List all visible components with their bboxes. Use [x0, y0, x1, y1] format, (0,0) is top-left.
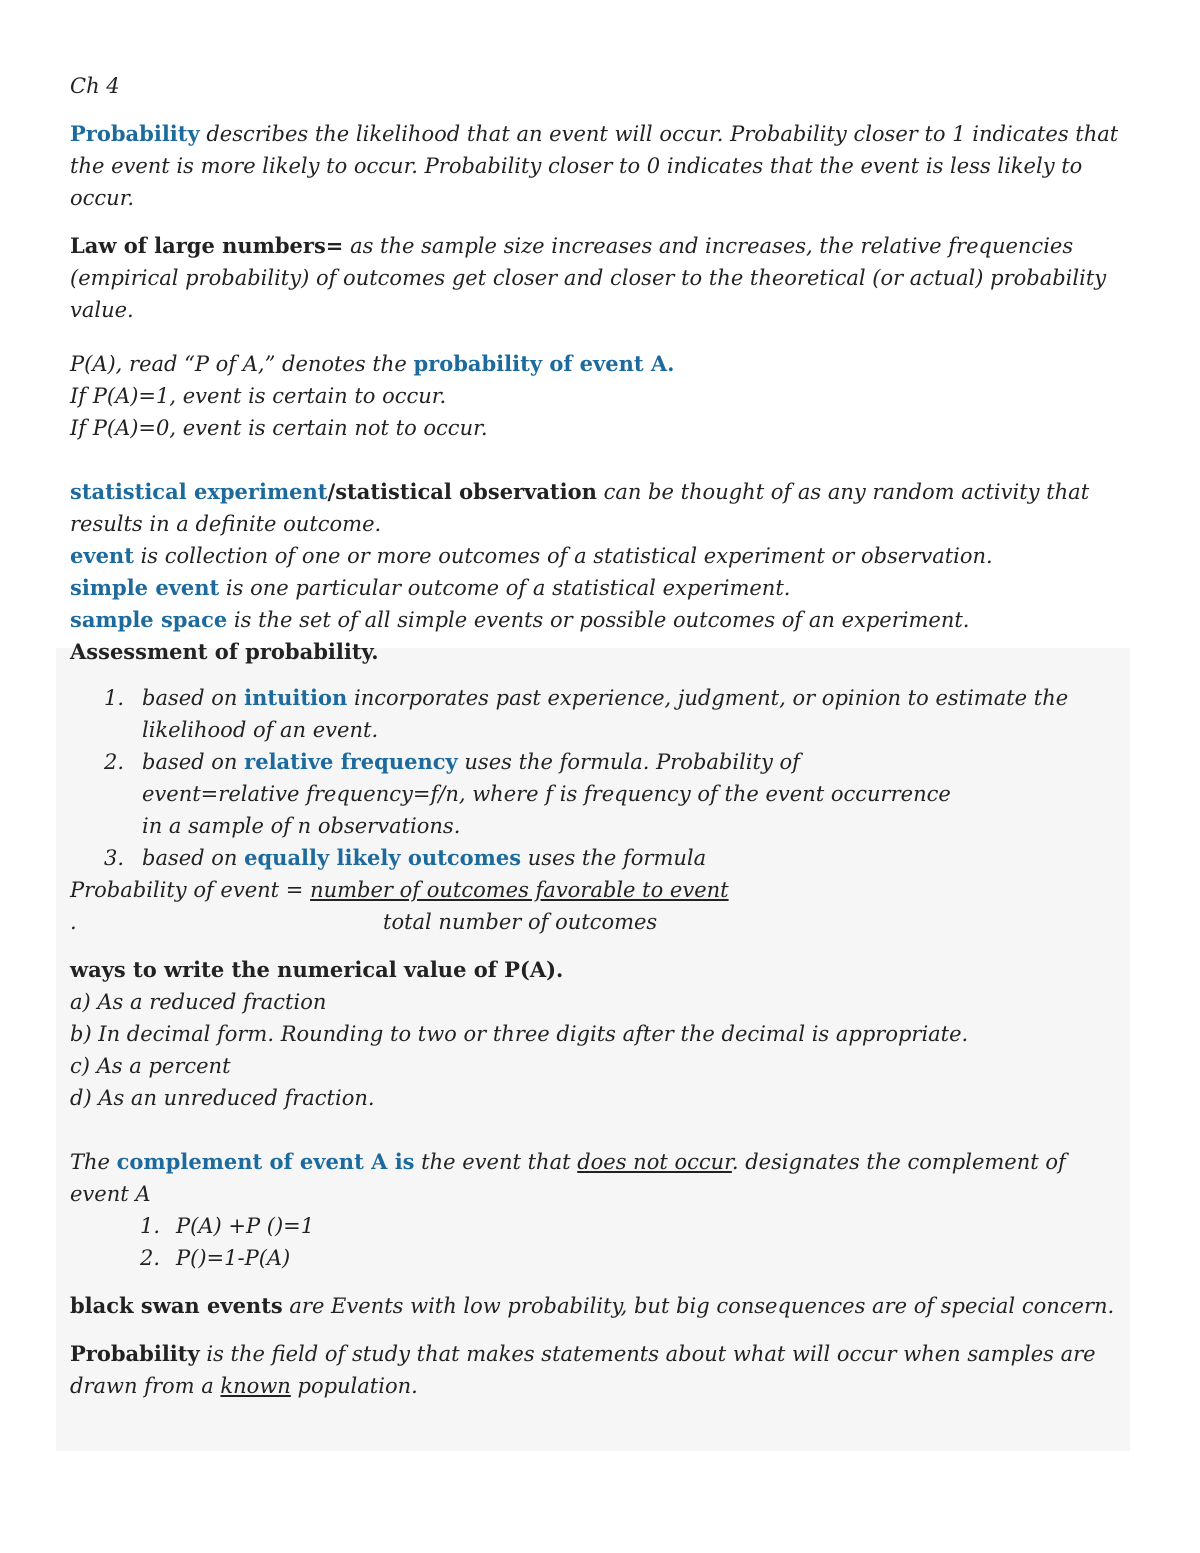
term-equally-likely-outcomes: equally likely outcomes: [244, 845, 522, 870]
list-item: [70, 1210, 1130, 1242]
term-statistical-observation: statistical observation: [335, 479, 597, 504]
formula-denominator-row: [70, 906, 1130, 938]
term-black-swan: black swan events: [70, 1293, 283, 1318]
probability-definition: [70, 118, 1130, 214]
final-tail: population.: [290, 1374, 418, 1398]
simple-event-definition: [70, 572, 1130, 604]
term-event: event: [70, 543, 134, 568]
list-number: 2.: [104, 750, 125, 774]
term-complement: complement of event A is: [116, 1149, 415, 1174]
ways-c: c) As a percent: [70, 1054, 231, 1078]
list-text: uses the formula: [521, 846, 707, 870]
list-item: [70, 842, 1130, 874]
complement-definition: [70, 1146, 1130, 1210]
list-pre: based on: [142, 750, 245, 774]
pa-impossible: If P(A)=0, event is certain not to occur.: [70, 416, 488, 440]
term-probability-field: Probability: [70, 1341, 200, 1366]
assessment-heading: Assessment of probability.: [70, 639, 379, 664]
complement-mid: the event that: [414, 1150, 578, 1174]
list-item: [70, 746, 1130, 842]
term-relative-frequency: relative frequency: [244, 749, 458, 774]
term-intuition: intuition: [244, 685, 348, 710]
complement-list: [70, 1210, 1130, 1274]
probability-definition-text: describes the likelihood that an event will occur. Probability closer to 1 indicates that the event is more likely to occur. Probability closer to 0 indicates that the event is less likely to occur.: [70, 122, 1119, 210]
statistical-experiment-definition: [70, 476, 1130, 540]
black-swan-text: are Events with low probability, but big consequences are of special concern.: [282, 1294, 1115, 1318]
list-text: incorporates past experience, judgment, or opinion to estimate the likelihood of an event.: [142, 686, 1069, 742]
pa-certain: If P(A)=1, event is certain to occur.: [70, 384, 447, 408]
list-number: 1.: [140, 1214, 161, 1238]
event-definition: [70, 540, 1130, 572]
complement-lead: The: [70, 1150, 117, 1174]
formula-dot: .: [70, 910, 77, 934]
ways-a: a) As a reduced fraction: [70, 990, 327, 1014]
list-text: uses the formula. Probability of event=relative frequency=f/n, where f is frequency of the event occurrence in a sample of n observations.: [142, 750, 951, 838]
formula-lead: Probability of event =: [70, 878, 311, 902]
list-number: 3.: [104, 846, 125, 870]
list-text: P(A) +P ()=1: [176, 1214, 315, 1238]
ways-b: b) In decimal form. Rounding to two or three digits after the decimal is appropriate.: [70, 1022, 969, 1046]
probability-field-definition: [70, 1338, 1130, 1402]
complement-tail: . designates the complement of event A: [70, 1150, 1066, 1206]
experiment-text: can be thought of as any random activity that results in a definite outcome.: [70, 480, 1090, 536]
black-swan-definition: [70, 1290, 1130, 1322]
pa-lead: P(A), read “P of A,” denotes the: [70, 352, 414, 376]
term-simple-event: simple event: [70, 575, 220, 600]
term-probability-event-a: probability of event A.: [413, 351, 675, 376]
ways-heading: ways to write the numerical value of P(A).: [70, 957, 564, 982]
event-text: is collection of one or more outcomes of a statistical experiment or observation.: [133, 544, 993, 568]
term-law-of-large-numbers: Law of large numbers=: [70, 233, 344, 258]
list-text: P()=1-P(A): [176, 1246, 291, 1270]
document-body: [70, 70, 1130, 1402]
term-sample-space: sample space: [70, 607, 228, 632]
final-text: is the field of study that makes statements about what will occur when samples are drawn from a: [70, 1342, 1096, 1398]
list-number: 2.: [140, 1246, 161, 1270]
ways-d: d) As an unreduced fraction.: [70, 1086, 375, 1110]
chapter-title: Ch 4: [70, 74, 120, 98]
pa-notation: [70, 348, 1130, 380]
sample-space-definition: [70, 604, 1130, 636]
assessment-list: [70, 682, 1130, 874]
slash: /: [327, 479, 336, 504]
formula-line: [70, 874, 1130, 906]
term-probability: Probability: [70, 121, 200, 146]
final-underlined: known: [220, 1374, 291, 1398]
formula-numerator: number of outcomes favorable to event: [310, 878, 729, 902]
list-pre: based on: [142, 846, 245, 870]
simple-event-text: is one particular outcome of a statistical experiment.: [219, 576, 791, 600]
law-of-large-numbers: [70, 230, 1130, 326]
law-text: as the sample size increases and increases, the relative frequencies (empirical probability) of outcomes get closer and closer to the theoretical (or actual) probability value.: [70, 234, 1107, 322]
formula-denominator: total number of outcomes: [383, 910, 658, 934]
term-statistical-experiment: statistical experiment: [70, 479, 328, 504]
list-number: 1.: [104, 686, 125, 710]
complement-underlined: does not occur: [577, 1150, 732, 1174]
list-pre: based on: [142, 686, 245, 710]
list-item: [70, 682, 1130, 746]
list-item: [70, 1242, 1130, 1274]
sample-space-text: is the set of all simple events or possible outcomes of an experiment.: [227, 608, 970, 632]
